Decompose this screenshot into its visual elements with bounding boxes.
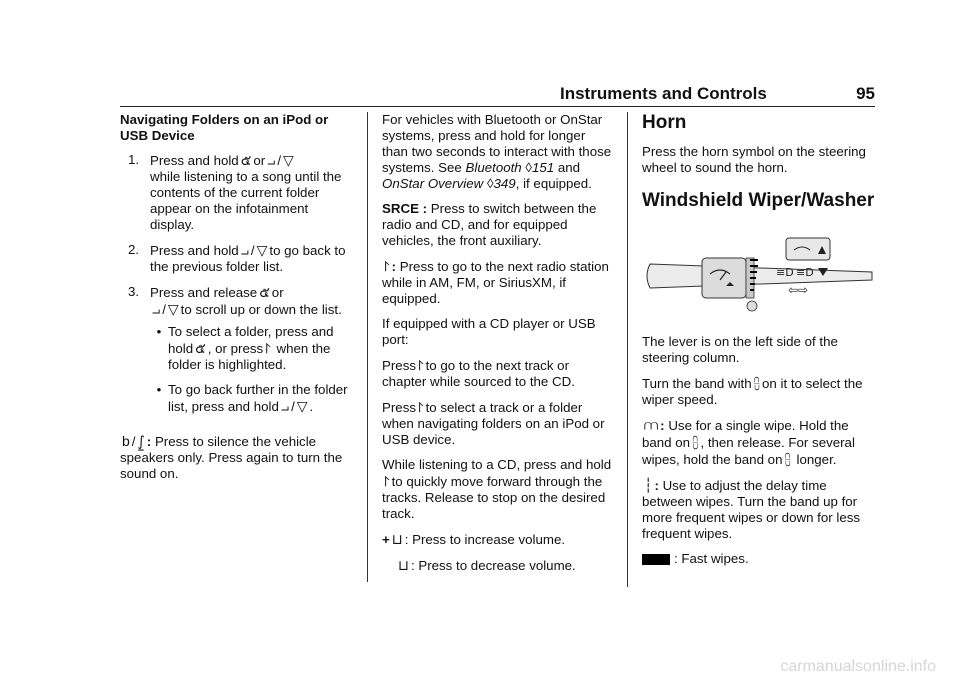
onstar-link: OnStar Overview — [382, 176, 484, 191]
next-paragraph: ⨡ : Press to go to the next radio station while in AM, FM, or SiriusXM, if equipped. — [382, 258, 609, 306]
delay-paragraph: ┆ : Use to adjust the delay time between wipes. Turn the band up for more frequent wipes or down for less frequent wipes. — [642, 477, 861, 541]
down-triangle-icon: ▽ — [283, 152, 294, 168]
wiper-icon: ⩉ — [692, 434, 699, 450]
srce-paragraph: SRCE : Press to switch between the radio and CD, and for equipped vehicles, the front auxiliary. — [382, 201, 597, 248]
folder-up-icon: ๕ — [195, 340, 206, 356]
bluetooth-paragraph: For vehicles with Bluetooth or OnStar systems, press and hold for longer than two seconds to interact with those systems. See Bluetooth ◊151 and OnStar Overview ◊349, if equipped. — [382, 112, 612, 191]
page-number: 95 — [856, 84, 875, 103]
wiper-lever-illustration — [642, 236, 877, 316]
volume-up-paragraph: + ⊔ : Press to increase volume. — [382, 531, 566, 547]
section-title: Instruments and Controls — [560, 84, 767, 103]
watermark: carmanualsonline.info — [780, 658, 936, 675]
cd-intro: If equipped with a CD player or USB port: — [382, 316, 596, 347]
seek-back-icon: ⨼ — [267, 152, 276, 168]
fast-paragraph: : Fast wipes. — [642, 551, 877, 567]
svg-text:≡D: ≡D — [796, 266, 814, 279]
column-3 — [642, 112, 877, 576]
steps-list — [120, 152, 352, 424]
svg-text:⇦⇨: ⇦⇨ — [788, 283, 809, 297]
volume-icon: ⊔ — [398, 557, 409, 573]
horn-paragraph: Press the horn symbol on the steering wheel to sound the horn. — [642, 144, 866, 175]
down-triangle-icon: ▽ — [256, 242, 268, 258]
cd-paragraph-1: Press ⨡ to go to the next track or chapter while sourced to the CD. — [382, 357, 575, 389]
folder-up-icon: ๕ — [259, 284, 270, 300]
horn-heading: Horn — [642, 112, 687, 133]
column-2 — [382, 112, 612, 583]
bullet-2: • To go back further in the folder list, press and hold ⨼ / ▽ . — [156, 382, 348, 414]
subsection-heading: Navigating Folders on an iPod or USB Device — [120, 112, 329, 143]
bullet-1: • To select a folder, press and hold ๕ , or press ⨡ when the folder is highlighted. — [156, 324, 334, 372]
wiper-icon: ⩉ — [753, 375, 761, 391]
bluetooth-link: Bluetooth — [465, 160, 522, 175]
single-wipe-paragraph: ⩋ : Use for a single wipe. Hold the band on ⩉ , then release. For several wipes, hold the band on ⩉ longer. — [642, 417, 855, 467]
band-paragraph: Turn the band with ⩉ on it to select the wiper speed. — [642, 375, 863, 407]
column-divider-2 — [627, 112, 628, 587]
folder-up-icon: ๕ — [240, 152, 252, 168]
down-triangle-icon: ▽ — [167, 301, 179, 317]
bullet-list — [150, 324, 352, 415]
volume-down-paragraph: ⊔ : Press to decrease volume. — [398, 557, 576, 573]
fast-wipe-icon — [642, 554, 670, 565]
cd-paragraph-2: Press ⨡ to select a track or a folder when navigating folders on an iPod or USB device. — [382, 399, 605, 447]
single-wipe-icon: ⩋ — [644, 417, 659, 433]
column-divider-1 — [367, 112, 368, 582]
voice-mute-icon: ⨜ — [137, 433, 145, 449]
step-3: 3. Press and release ๕ or ⨼ / ▽ to scroll up or down the list. • To select a folder, press and hold ๕ , or press ⨡ when the folder is highlighted. • To go back further in the folder list, press and hold ⨼ / ▽ . — [120, 284, 352, 424]
wiper-heading: Windshield Wiper/Washer — [642, 190, 875, 211]
next-track-icon: ⨡ — [418, 357, 424, 373]
next-track-icon: ⨡ — [384, 473, 390, 489]
seek-back-icon: ⨼ — [152, 301, 161, 317]
mute-paragraph: b / ⨜ : Press to silence the vehicle speakers only. Press again to turn the sound on. — [120, 433, 343, 481]
step-2: 2. Press and hold ⨼ / ▽ to go back to the previous folder list. — [128, 242, 346, 274]
mute-icon: b — [122, 433, 130, 449]
column-1 — [120, 112, 352, 491]
page-header — [560, 84, 875, 106]
header-rule — [120, 106, 875, 107]
wiper-icon: ⩉ — [784, 451, 791, 467]
step-1: 1. Press and hold ๕ or ⨼ / ▽ while listening to a song until the contents of the current folder appear on the infotainment display. — [128, 152, 342, 232]
delay-icon: ┆ — [644, 477, 653, 493]
next-track-icon: ⨡ — [384, 258, 390, 274]
lever-paragraph: The lever is on the left side of the steering column. — [642, 334, 838, 365]
down-triangle-icon: ▽ — [296, 398, 308, 414]
cd-paragraph-3: While listening to a CD, press and hold⨡ to quickly move forward through the tracks. Release to stop on the desired track. — [382, 457, 612, 521]
svg-text:≡D: ≡D — [776, 266, 794, 279]
next-track-icon: ⨡ — [418, 399, 424, 415]
next-track-icon: ⨡ — [265, 340, 271, 356]
seek-back-icon: ⨼ — [280, 398, 290, 414]
seek-back-icon: ⨼ — [240, 242, 249, 258]
volume-icon: ⊔ — [391, 531, 403, 547]
